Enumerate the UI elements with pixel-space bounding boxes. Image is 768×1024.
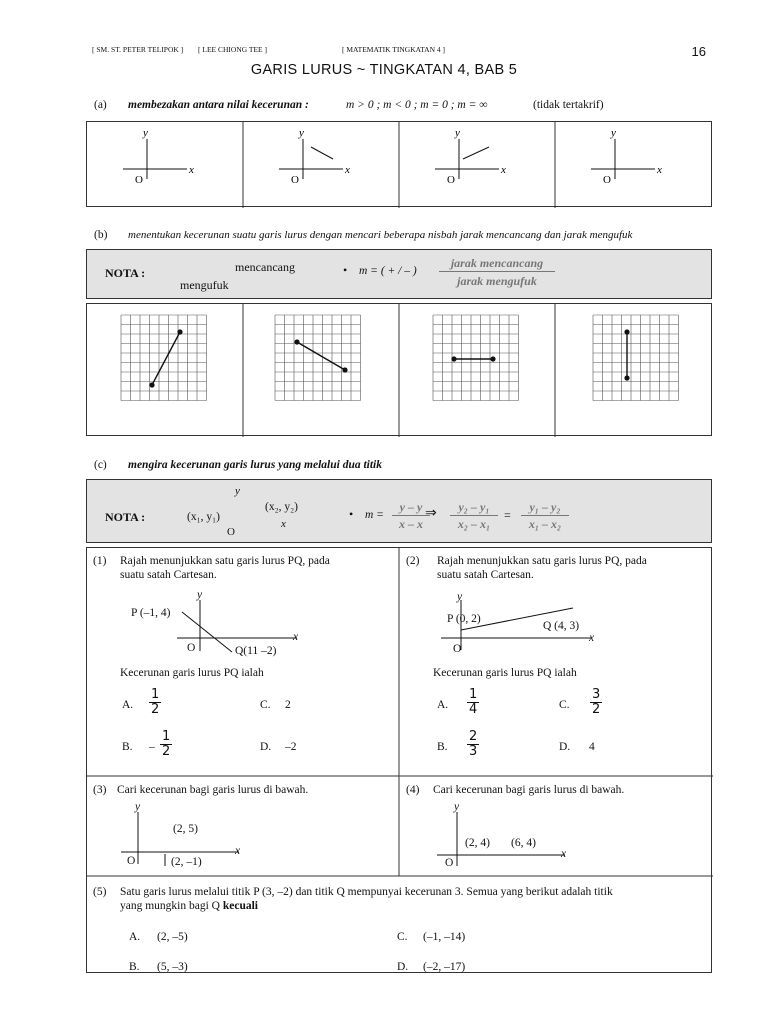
q4-y: y (454, 801, 460, 813)
y-axis-label: y (299, 127, 304, 139)
q3-point-2: (2, –1) (171, 856, 202, 868)
nota-label-c: NOTA : (105, 510, 146, 524)
q5-b-label: B. (129, 961, 140, 973)
q1-text-2: suatu satah Cartesan. (120, 569, 217, 581)
nota-y: y (235, 485, 240, 497)
equals: = (504, 508, 511, 522)
q1-a-den: 2 (151, 702, 160, 717)
q4-point-1: (2, 4) (465, 837, 490, 849)
nota-x: x (281, 518, 286, 530)
f2-num: y₂ – y₁ (450, 500, 498, 516)
segment-point (342, 367, 347, 372)
q1-c-label: C. (260, 699, 271, 711)
section-c-label: (c) (94, 459, 107, 471)
nota-box-b (86, 249, 712, 299)
y-axis-label: y (455, 127, 460, 139)
q1-number: (1) (93, 555, 107, 567)
q2-b-num: 2 (469, 729, 478, 744)
x-axis-label: x (345, 164, 350, 176)
nota-mengufuk: mengufuk (180, 278, 229, 292)
f1-den: x – x (399, 517, 423, 531)
q5-text-2-wrap (120, 899, 258, 913)
q2-question: Kecerunan garis lurus PQ ialah (433, 667, 577, 679)
grid-drawings (87, 304, 713, 437)
f1-num: y – y (392, 500, 430, 516)
f2-den: x₂ – x₁ (457, 517, 491, 531)
section-b-text: menentukan kecerunan suatu garis lurus dengan mencari beberapa nisbah jarak mencancang dan jarak mengufuk (128, 229, 633, 241)
q1-origin: O (187, 642, 196, 654)
segment-point (294, 339, 299, 344)
segment-line (297, 342, 345, 370)
q2-number: (2) (406, 555, 420, 567)
q3-origin: O (127, 855, 136, 867)
segment-line (152, 332, 180, 385)
nota-box-c (86, 479, 712, 543)
x-axis-label: x (189, 164, 194, 176)
origin-label: O (135, 174, 143, 186)
q5-d-label: D. (397, 961, 409, 973)
segment-point (149, 382, 154, 387)
q3-x: x (235, 845, 241, 857)
nota-mencancang: mencancang (235, 260, 295, 274)
q1-b-label: B. (122, 741, 133, 753)
q1-a-num: 1 (151, 687, 160, 702)
q1-question: Kecerunan garis lurus PQ ialah (120, 667, 264, 679)
slope-type-axes (87, 122, 713, 208)
positive-slope-line (463, 147, 489, 159)
q5-number: (5) (93, 886, 107, 898)
q1-y: y (197, 589, 203, 601)
q2-text-1: Rajah menunjukkan satu garis lurus PQ, pada (437, 555, 647, 567)
q1-a-frac (149, 688, 161, 717)
q4-text: Cari kecerunan bagi garis lurus di bawah. (433, 784, 625, 796)
nota-point2: (x₂, y₂) (265, 501, 298, 513)
section-a-label: (a) (94, 99, 107, 111)
x-axis-label: x (657, 164, 662, 176)
q1-text-1: Rajah menunjukkan satu garis lurus PQ, pada (120, 555, 330, 567)
q5-d-val: (–2, –17) (423, 961, 466, 973)
q2-a-den: 4 (469, 702, 478, 717)
q2-b-den: 3 (469, 744, 478, 759)
frac-den-b: jarak mengufuk (457, 274, 537, 288)
nota-origin: O (227, 526, 235, 538)
slope-type-table (86, 121, 712, 207)
q2-d-label: D. (559, 741, 571, 753)
q2-c-den: 2 (592, 702, 601, 717)
y-axis-label: y (143, 127, 148, 139)
nota-label-b: NOTA : (105, 266, 146, 280)
section-a-note: (tidak tertakrif) (533, 99, 604, 111)
origin-label: O (447, 174, 455, 186)
q4-origin: O (445, 857, 454, 869)
f3-num: y₁ – y₂ (521, 500, 569, 516)
origin-label: O (291, 174, 299, 186)
q1-point-p: P (–1, 4) (131, 607, 171, 619)
q5-b-val: (5, –3) (157, 961, 188, 973)
q3-y: y (135, 801, 141, 813)
q5-c-label: C. (397, 931, 408, 943)
q2-a-label: A. (437, 699, 449, 711)
q1-d-label: D. (260, 741, 272, 753)
q1-b-sign: – (149, 741, 155, 753)
y-axis-label: y (611, 127, 616, 139)
q4-point-2: (6, 4) (511, 837, 536, 849)
q2-text-2: suatu satah Cartesan. (437, 569, 534, 581)
segment-point (624, 329, 629, 334)
segment-point (624, 375, 629, 380)
q1-b-frac (160, 730, 172, 759)
bullet-c: • (349, 507, 354, 521)
x-axis-label: x (501, 164, 506, 176)
q5-kecuali: kecuali (222, 900, 258, 912)
q1-b-den: 2 (162, 744, 171, 759)
segment-point (177, 329, 182, 334)
q3-text: Cari kecerunan bagi garis lurus di bawah. (117, 784, 309, 796)
page-title: GARIS LURUS ~ TINGKATAN 4, BAB 5 (250, 62, 518, 78)
q1-a-label: A. (122, 699, 134, 711)
questions-table (86, 547, 712, 973)
q2-d-val: 4 (589, 741, 595, 753)
negative-slope-line (311, 147, 333, 159)
q1-x: x (293, 631, 299, 643)
q1-b-num: 1 (162, 729, 171, 744)
q4-x: x (561, 848, 567, 860)
q2-a-num: 1 (469, 687, 478, 702)
grid-table (86, 303, 712, 436)
f3-den: x₁ – x₂ (528, 517, 562, 531)
section-b-label: (b) (94, 229, 108, 241)
q2-x: x (589, 632, 595, 644)
header-school: [ SM. ST. PETER TELIPOK ] (92, 45, 184, 54)
q5-a-val: (2, –5) (157, 931, 188, 943)
q5-a-label: A. (129, 931, 141, 943)
q2-origin: O (453, 643, 462, 655)
q3-number: (3) (93, 784, 107, 796)
q4-graph (437, 812, 565, 866)
q5-text-1: Satu garis lurus melalui titik P (3, –2) dan titik Q mempunyai kecerunan 3. Semua yang berikut adalah titik (120, 886, 613, 898)
formula-m: m = (365, 509, 384, 521)
q2-c-frac (590, 688, 602, 717)
arrow: ⇒ (425, 506, 437, 521)
q2-point-p: P (0, 2) (447, 613, 481, 625)
q2-a-frac (467, 688, 479, 717)
segment-point (451, 356, 456, 361)
q5-text-2: yang mungkin bagi Q (120, 900, 220, 912)
q2-b-frac (467, 730, 479, 759)
q5-c-val: (–1, –14) (423, 931, 466, 943)
origin-label: O (603, 174, 611, 186)
q2-y: y (457, 591, 463, 603)
section-a-text: membezakan antara nilai kecerunan : (128, 99, 309, 111)
page-number: 16 (691, 44, 706, 59)
q2-c-label: C. (559, 699, 570, 711)
segment-point (490, 356, 495, 361)
formula-prefix-b: m = ( + / – ) (359, 265, 417, 277)
q3-point-1: (2, 5) (173, 823, 198, 835)
q1-c-val: 2 (285, 699, 291, 711)
bullet: • (343, 263, 348, 277)
section-a-conditions: m > 0 ; m < 0 ; m = 0 ; m = ∞ (346, 99, 488, 111)
q4-number: (4) (406, 784, 420, 796)
section-c-text: mengira kecerunan garis lurus yang melalui dua titik (128, 459, 383, 471)
q2-point-q: Q (4, 3) (543, 620, 580, 632)
q2-c-num: 3 (592, 687, 601, 702)
q2-b-label: B. (437, 741, 448, 753)
frac-num-b: jarak mencancang (439, 256, 555, 272)
q1-point-q: Q(11 –2) (235, 645, 277, 657)
q1-d-val: –2 (285, 741, 297, 753)
nota-point1: (x₁, y₁) (187, 511, 220, 523)
header-teacher: [ LEE CHIONG TEE ] (198, 45, 268, 54)
header-subject: [ MATEMATIK TINGKATAN 4 ] (342, 45, 446, 54)
